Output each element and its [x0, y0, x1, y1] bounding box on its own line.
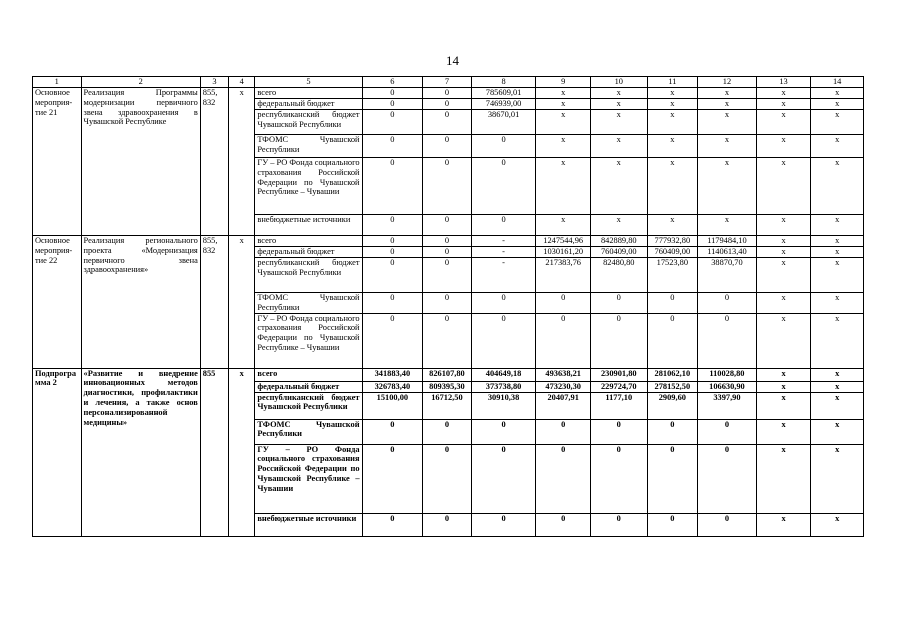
source-cell: всего — [255, 88, 362, 99]
value-cell: 0 — [698, 293, 757, 314]
value-cell: 20407,91 — [536, 392, 591, 419]
value-cell: 842889,80 — [590, 236, 647, 247]
value-cell: 0 — [362, 110, 423, 135]
value-cell: x — [698, 99, 757, 110]
value-cell: x — [698, 88, 757, 99]
value-cell: 0 — [423, 247, 472, 258]
source-cell: внебюджетные источники — [255, 513, 362, 536]
value-cell: x — [811, 513, 864, 536]
value-cell: 0 — [423, 236, 472, 247]
value-cell: 0 — [362, 88, 423, 99]
value-cell: x — [756, 215, 811, 236]
value-cell: 217383,76 — [536, 258, 591, 293]
value-cell: x — [811, 368, 864, 381]
activity-cell: Подпрограмма 2 — [33, 368, 82, 536]
value-cell: 0 — [423, 88, 472, 99]
value-cell: x — [698, 135, 757, 158]
value-cell: x — [756, 99, 811, 110]
header-cell: 5 — [255, 77, 362, 88]
value-cell: 0 — [423, 444, 472, 513]
header-cell: 10 — [590, 77, 647, 88]
value-cell: x — [536, 110, 591, 135]
value-cell: 0 — [362, 247, 423, 258]
value-cell: 0 — [590, 293, 647, 314]
value-cell: x — [590, 215, 647, 236]
table-row — [33, 88, 864, 99]
value-cell: x — [756, 313, 811, 368]
value-cell: x — [756, 135, 811, 158]
value-cell: x — [590, 99, 647, 110]
value-cell: 82480,80 — [590, 258, 647, 293]
header-cell: 13 — [756, 77, 811, 88]
source-cell: федеральный бюджет — [255, 381, 362, 392]
source-cell: республиканский бюджет Чувашской Республики — [255, 110, 362, 135]
value-cell: x — [811, 215, 864, 236]
header-cell: 8 — [471, 77, 536, 88]
value-cell: 0 — [536, 513, 591, 536]
value-cell: 1140613,40 — [698, 247, 757, 258]
header-cell: 4 — [229, 77, 255, 88]
header-cell: 2 — [81, 77, 200, 88]
source-cell: всего — [255, 368, 362, 381]
value-cell: 0 — [536, 293, 591, 314]
value-cell: x — [590, 110, 647, 135]
value-cell: x — [590, 135, 647, 158]
value-cell: x — [756, 236, 811, 247]
value-cell: 0 — [362, 236, 423, 247]
value-cell: 0 — [362, 419, 423, 444]
value-cell: 1179484,10 — [698, 236, 757, 247]
source-cell: всего — [255, 236, 362, 247]
value-cell: 1177,10 — [590, 392, 647, 419]
value-cell: 0 — [590, 313, 647, 368]
value-cell: 0 — [471, 419, 536, 444]
activity-cell: Основное мероприя-тие 22 — [33, 236, 82, 369]
value-cell: 373738,80 — [471, 381, 536, 392]
source-cell: ГУ – РО Фонда социального страхования Российской Федерации по Чувашской Республике – Чувашии — [255, 313, 362, 368]
source-cell: федеральный бюджет — [255, 247, 362, 258]
header-cell: 12 — [698, 77, 757, 88]
source-cell: ТФОМС Чувашской Республики — [255, 419, 362, 444]
value-cell: 0 — [423, 419, 472, 444]
header-cell: 9 — [536, 77, 591, 88]
value-cell: x — [811, 99, 864, 110]
value-cell: x — [536, 215, 591, 236]
value-cell: 0 — [536, 313, 591, 368]
value-cell: 0 — [362, 313, 423, 368]
header-row — [33, 77, 864, 88]
value-cell: 760409,00 — [590, 247, 647, 258]
value-cell: 229724,70 — [590, 381, 647, 392]
value-cell: x — [536, 88, 591, 99]
value-cell: 106630,90 — [698, 381, 757, 392]
value-cell: 0 — [536, 419, 591, 444]
code-cell: 855, 832 — [200, 236, 228, 369]
value-cell: 38670,01 — [471, 110, 536, 135]
value-cell: x — [647, 88, 698, 99]
value-cell: x — [536, 135, 591, 158]
value-cell: 0 — [423, 99, 472, 110]
source-cell: республиканский бюджет Чувашской Республики — [255, 392, 362, 419]
value-cell: x — [698, 215, 757, 236]
value-cell: 0 — [471, 135, 536, 158]
source-cell: федеральный бюджет — [255, 99, 362, 110]
value-cell: x — [811, 444, 864, 513]
value-cell: 0 — [423, 293, 472, 314]
value-cell: x — [590, 88, 647, 99]
value-cell: x — [536, 99, 591, 110]
value-cell: 0 — [590, 444, 647, 513]
budget-table — [32, 76, 864, 537]
value-cell: - — [471, 258, 536, 293]
value-cell: x — [756, 247, 811, 258]
value-cell: 0 — [362, 99, 423, 110]
value-cell: x — [811, 88, 864, 99]
value-cell: 0 — [423, 513, 472, 536]
value-cell: 777932,80 — [647, 236, 698, 247]
code-cell: 855 — [200, 368, 228, 536]
value-cell: x — [698, 158, 757, 215]
header-cell: 14 — [811, 77, 864, 88]
value-cell: x — [811, 293, 864, 314]
header-cell: 11 — [647, 77, 698, 88]
value-cell: x — [811, 158, 864, 215]
value-cell: 0 — [647, 293, 698, 314]
value-cell: 0 — [698, 419, 757, 444]
value-cell: x — [647, 158, 698, 215]
value-cell: x — [756, 381, 811, 392]
activity-cell: Основное мероприя-тие 21 — [33, 88, 82, 236]
value-cell: x — [756, 110, 811, 135]
value-cell: 110028,80 — [698, 368, 757, 381]
header-cell: 6 — [362, 77, 423, 88]
value-cell: 0 — [471, 215, 536, 236]
value-cell: x — [647, 135, 698, 158]
value-cell: 0 — [647, 513, 698, 536]
value-cell: x — [756, 368, 811, 381]
value-cell: 16712,50 — [423, 392, 472, 419]
source-cell: ГУ – РО Фонда социального страхования Российской Федерации по Чувашской Республике – Чувашии — [255, 158, 362, 215]
value-cell: x — [811, 258, 864, 293]
value-cell: 0 — [423, 135, 472, 158]
source-cell: ТФОМС Чувашской Республики — [255, 135, 362, 158]
value-cell: 826107,80 — [423, 368, 472, 381]
value-cell: 30910,38 — [471, 392, 536, 419]
value-cell: 0 — [698, 313, 757, 368]
value-cell: 0 — [471, 444, 536, 513]
header-cell: 1 — [33, 77, 82, 88]
value-cell: x — [590, 158, 647, 215]
value-cell: 785609,01 — [471, 88, 536, 99]
value-cell: - — [471, 236, 536, 247]
value-cell: x — [756, 293, 811, 314]
value-cell: 746939,00 — [471, 99, 536, 110]
value-cell: 493638,21 — [536, 368, 591, 381]
value-cell: 0 — [423, 313, 472, 368]
value-cell: x — [756, 513, 811, 536]
col4-cell: x — [229, 88, 255, 236]
value-cell: 1030161,20 — [536, 247, 591, 258]
value-cell: 0 — [647, 444, 698, 513]
value-cell: 2909,60 — [647, 392, 698, 419]
value-cell: x — [811, 392, 864, 419]
value-cell: 38870,70 — [698, 258, 757, 293]
value-cell: 3397,90 — [698, 392, 757, 419]
value-cell: x — [756, 158, 811, 215]
value-cell: x — [811, 236, 864, 247]
value-cell: x — [756, 444, 811, 513]
value-cell: 0 — [362, 215, 423, 236]
value-cell: x — [811, 247, 864, 258]
value-cell: 230901,80 — [590, 368, 647, 381]
value-cell: 0 — [362, 158, 423, 215]
value-cell: x — [756, 258, 811, 293]
value-cell: x — [811, 419, 864, 444]
value-cell: x — [647, 99, 698, 110]
source-cell: ТФОМС Чувашской Республики — [255, 293, 362, 314]
value-cell: x — [756, 392, 811, 419]
value-cell: 473230,30 — [536, 381, 591, 392]
page-number: 14 — [446, 53, 459, 68]
value-cell: 0 — [423, 110, 472, 135]
value-cell: 404649,18 — [471, 368, 536, 381]
value-cell: 341883,40 — [362, 368, 423, 381]
value-cell: x — [536, 158, 591, 215]
col4-cell: x — [229, 368, 255, 536]
value-cell: 0 — [590, 419, 647, 444]
value-cell: 0 — [536, 444, 591, 513]
value-cell: 0 — [647, 419, 698, 444]
source-cell: внебюджетные источники — [255, 215, 362, 236]
value-cell: x — [811, 381, 864, 392]
value-cell: 0 — [647, 313, 698, 368]
value-cell: x — [756, 419, 811, 444]
value-cell: x — [698, 110, 757, 135]
value-cell: 0 — [362, 135, 423, 158]
code-cell: 855, 832 — [200, 88, 228, 236]
value-cell: 17523,80 — [647, 258, 698, 293]
value-cell: - — [471, 247, 536, 258]
value-cell: 0 — [471, 313, 536, 368]
value-cell: 0 — [423, 215, 472, 236]
value-cell: 0 — [423, 158, 472, 215]
header-cell: 3 — [200, 77, 228, 88]
value-cell: 281062,10 — [647, 368, 698, 381]
source-cell: республиканский бюджет Чувашской Республики — [255, 258, 362, 293]
value-cell: 0 — [471, 293, 536, 314]
value-cell: x — [811, 313, 864, 368]
value-cell: 15100,00 — [362, 392, 423, 419]
table-row — [33, 236, 864, 247]
value-cell: 326783,40 — [362, 381, 423, 392]
value-cell: x — [811, 110, 864, 135]
value-cell: 0 — [471, 158, 536, 215]
value-cell: 0 — [362, 513, 423, 536]
value-cell: 0 — [362, 258, 423, 293]
value-cell: 0 — [362, 293, 423, 314]
source-cell: ГУ – РО Фонда социального страхования Российской Федерации по Чувашской Республике – Чувашии — [255, 444, 362, 513]
value-cell: x — [647, 215, 698, 236]
value-cell: 0 — [362, 444, 423, 513]
table-row — [33, 368, 864, 381]
value-cell: 0 — [698, 513, 757, 536]
value-cell: 278152,50 — [647, 381, 698, 392]
name-cell: «Развитие и внедрение инновационных методов диагностики, профилактики и лечения, а также основ персонализированной медицины» — [81, 368, 200, 536]
name-cell: Реализация Программы модернизации первичного звена здравоохранения в Чувашской Республике — [81, 88, 200, 236]
header-cell: 7 — [423, 77, 472, 88]
value-cell: x — [647, 110, 698, 135]
value-cell: 0 — [423, 258, 472, 293]
value-cell: 0 — [698, 444, 757, 513]
value-cell: 760409,00 — [647, 247, 698, 258]
value-cell: x — [756, 88, 811, 99]
col4-cell: x — [229, 236, 255, 369]
value-cell: 0 — [590, 513, 647, 536]
value-cell: x — [811, 135, 864, 158]
value-cell: 809395,30 — [423, 381, 472, 392]
name-cell: Реализация регионального проекта «Модернизация первичного звена здравоохранения» — [81, 236, 200, 369]
value-cell: 0 — [471, 513, 536, 536]
value-cell: 1247544,96 — [536, 236, 591, 247]
